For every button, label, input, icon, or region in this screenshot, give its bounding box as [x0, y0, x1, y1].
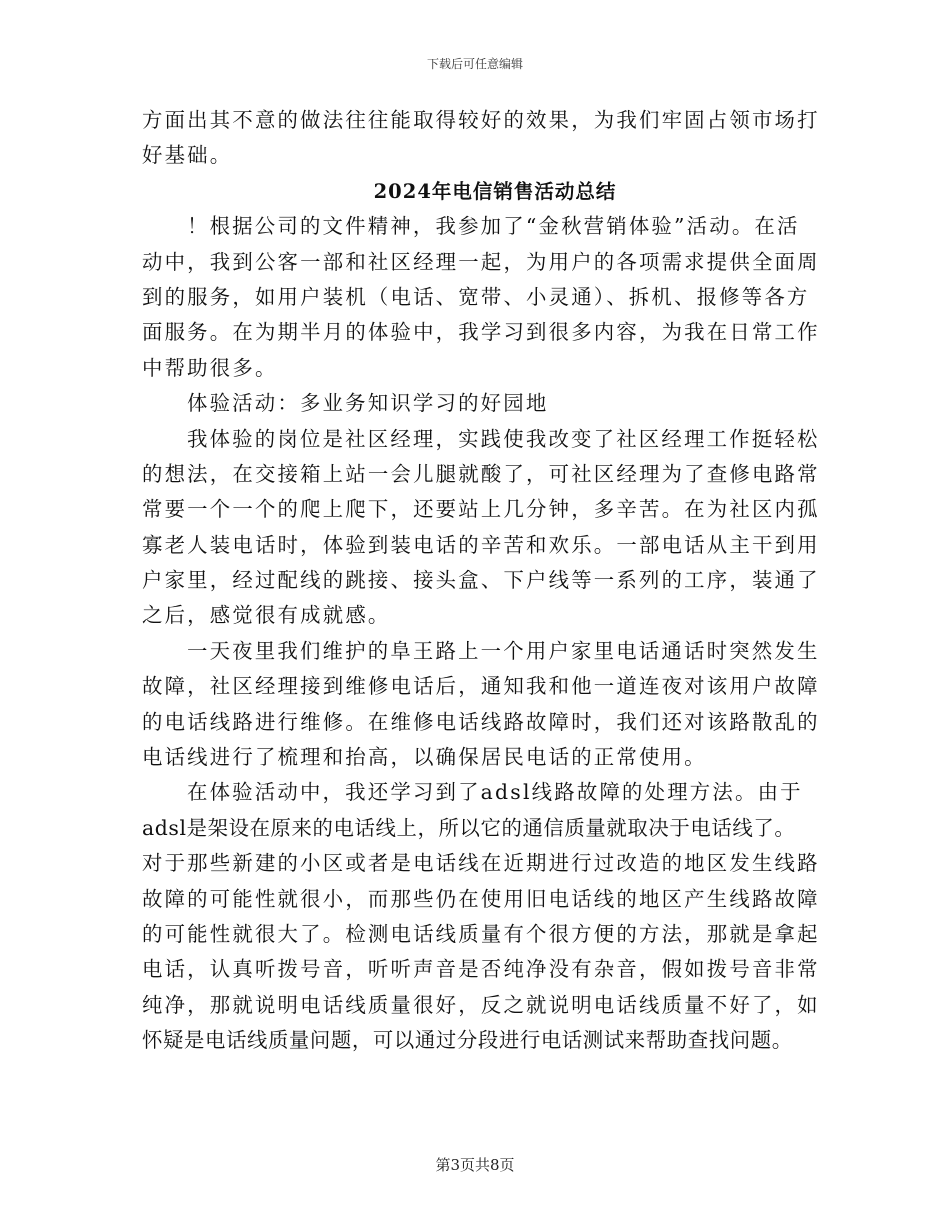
text-line: 户家里，经过配线的跳接、接头盒、下户线等一系列的工序，装通了 [142, 568, 820, 593]
text-line: 中帮助很多。 [142, 355, 278, 380]
text-line: 的可能性就很大了。检测电话线质量有个很方便的方法，那就是拿起 [142, 921, 820, 946]
text-line: 好基础。 [142, 143, 233, 168]
text-line: 体验活动：多业务知识学习的好园地 [187, 391, 549, 416]
text-line: 动中，我到公客一部和社区经理一起，为用户的各项需求提供全面周 [142, 249, 820, 274]
text-line: 方面出其不意的做法往往能取得较好的效果，为我们牢固占领市场打 [142, 108, 820, 132]
text-line: 的电话线路进行维修。在维修电话线路故障时，我们还对该路散乱的 [142, 709, 820, 734]
page-header: 下载后可任意编辑 [426, 57, 523, 71]
text-line: 怀疑是电话线质量问题，可以通过分段进行电话测试来帮助查找问题。 [142, 1028, 793, 1053]
text-line: 面服务。在为期半月的体验中，我学习到很多内容，为我在日常工作 [142, 320, 820, 345]
text-line: 到的服务，如用户装机（电话、宽带、小灵通）、拆机、报修等各方 [142, 284, 810, 309]
document-body [142, 103, 818, 1059]
text-line: 之后，感觉很有成就感。 [142, 603, 391, 628]
text-line: 故障的可能性就很小，而那些仍在使用旧电话线的地区产生线路故障 [142, 886, 820, 911]
text-line: 的想法，在交接箱上站一会儿腿就酸了，可社区经理为了查修电路常 [142, 461, 820, 486]
text-line: 寡老人装电话时，体验到装电话的辛苦和欢乐。一部电话从主干到用 [142, 532, 820, 557]
text-line: ！根据公司的文件精神，我参加了“金秋营销体验”活动。在活 [187, 214, 800, 239]
text-line: adsl是架设在原来的电话线上，所以它的通信质量就取决于电话线了。 [142, 815, 796, 840]
text-line: 一天夜里我们维护的阜王路上一个用户家里电话通话时突然发生 [187, 638, 820, 663]
text-line: 电话，认真听拨号音，听听声音是否纯净没有杂音，假如拨号音非常 [142, 957, 820, 982]
text-line: 纯净，那就说明电话线质量很好，反之就说明电话线质量不好了，如 [142, 992, 820, 1017]
text-line: 常要一个一个的爬上爬下，还要站上几分钟，多辛苦。在为社区内孤 [142, 497, 820, 522]
text-line: 对于那些新建的小区或者是电话线在近期进行过改造的地区发生线路 [142, 851, 820, 876]
text-line: 我体验的岗位是社区经理，实践使我改变了社区经理工作挺轻松 [187, 426, 820, 451]
text-line: 在体验活动中，我还学习到了adsl线路故障的处理方法。由于 [187, 780, 803, 805]
text-line: 电话线进行了梳理和抬高，以确保居民电话的正常使用。 [142, 745, 707, 770]
text-line: 故障，社区经理接到维修电话后，通知我和他一道连夜对该用户故障 [142, 674, 820, 699]
page-footer: 第3页共8页 [435, 1156, 515, 1174]
document-title: 2024年电信销售活动总结 [373, 179, 617, 203]
